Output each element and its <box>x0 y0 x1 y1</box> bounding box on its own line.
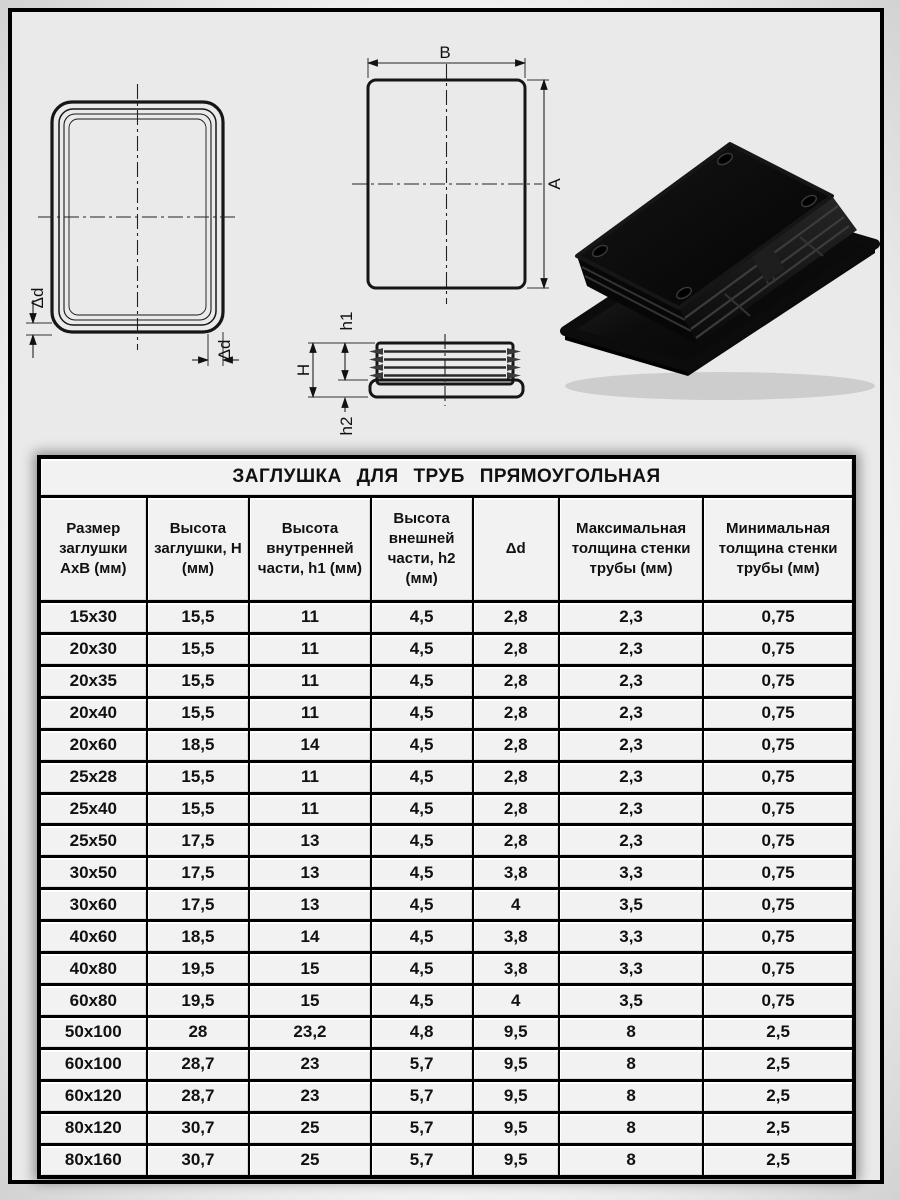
table-cell: 20х40 <box>39 697 147 729</box>
table-cell: 0,75 <box>703 953 854 985</box>
table-cell: 0,75 <box>703 602 854 634</box>
front-view <box>26 84 239 366</box>
table-row <box>39 602 854 634</box>
table-cell: 25 <box>249 1144 370 1177</box>
table-cell: 15 <box>249 953 370 985</box>
table-cell: 2,3 <box>559 793 703 825</box>
table-cell: 2,8 <box>473 793 559 825</box>
table-cell: 4,5 <box>371 793 473 825</box>
table-cell: 2,8 <box>473 729 559 761</box>
table-cell: 11 <box>249 761 370 793</box>
table-cell: 2,8 <box>473 697 559 729</box>
table-cell: 15,5 <box>147 633 250 665</box>
table-cell: 4 <box>473 985 559 1017</box>
table-cell: 30х50 <box>39 857 147 889</box>
col-header-outer-h2: Высота внешней части, h2 (мм) <box>371 497 473 602</box>
table-cell: 15,5 <box>147 793 250 825</box>
top-view-b-label: B <box>439 43 451 62</box>
table-row <box>39 921 854 953</box>
table-cell: 13 <box>249 889 370 921</box>
table-cell: 14 <box>249 729 370 761</box>
table-cell: 2,5 <box>703 1112 854 1144</box>
table-cell: 2,8 <box>473 761 559 793</box>
table-row <box>39 729 854 761</box>
table-cell: 15,5 <box>147 665 250 697</box>
table-cell: 9,5 <box>473 1048 559 1080</box>
table-cell: 4,5 <box>371 889 473 921</box>
table-cell: 0,75 <box>703 761 854 793</box>
front-view-delta-d-left-label: Δd <box>28 287 47 309</box>
table-cell: 4,5 <box>371 761 473 793</box>
table-cell: 19,5 <box>147 953 250 985</box>
table-cell: 80х160 <box>39 1144 147 1177</box>
table-cell: 18,5 <box>147 921 250 953</box>
table-cell: 2,3 <box>559 697 703 729</box>
table-cell: 3,5 <box>559 889 703 921</box>
table-cell: 2,5 <box>703 1016 854 1048</box>
table-cell: 2,5 <box>703 1048 854 1080</box>
table-cell: 0,75 <box>703 697 854 729</box>
table-cell: 13 <box>249 857 370 889</box>
table-cell: 5,7 <box>371 1144 473 1177</box>
table-row <box>39 1016 854 1048</box>
table-cell: 4,5 <box>371 825 473 857</box>
table-cell: 4,5 <box>371 985 473 1017</box>
table-cell: 11 <box>249 793 370 825</box>
table-cell: 0,75 <box>703 985 854 1017</box>
table-cell: 2,3 <box>559 602 703 634</box>
table-cell: 25х40 <box>39 793 147 825</box>
col-header-inner-h1: Высота внутренней части, h1 (мм) <box>249 497 370 602</box>
table-cell: 2,8 <box>473 825 559 857</box>
table-row <box>39 857 854 889</box>
table-cell: 9,5 <box>473 1112 559 1144</box>
table-cell: 60х120 <box>39 1080 147 1112</box>
table-cell: 3,3 <box>559 953 703 985</box>
table-cell: 2,5 <box>703 1144 854 1177</box>
table-cell: 23 <box>249 1080 370 1112</box>
table-cell: 80х120 <box>39 1112 147 1144</box>
table-cell: 28,7 <box>147 1048 250 1080</box>
table-cell: 11 <box>249 633 370 665</box>
table-cell: 2,3 <box>559 633 703 665</box>
table-cell: 15,5 <box>147 697 250 729</box>
col-header-size: Размер заглушки АхВ (мм) <box>39 497 147 602</box>
side-profile-view <box>294 312 523 436</box>
plug-shadow <box>565 372 875 400</box>
spec-sheet-page <box>8 8 884 1184</box>
table-cell: 4,5 <box>371 602 473 634</box>
spec-table <box>37 455 856 1179</box>
table-cell: 25х28 <box>39 761 147 793</box>
table-cell: 8 <box>559 1144 703 1177</box>
table-cell: 11 <box>249 602 370 634</box>
table-cell: 40х60 <box>39 921 147 953</box>
table-cell: 2,3 <box>559 825 703 857</box>
table-cell: 9,5 <box>473 1080 559 1112</box>
table-cell: 0,75 <box>703 921 854 953</box>
table-cell: 0,75 <box>703 889 854 921</box>
table-cell: 50х100 <box>39 1016 147 1048</box>
table-row <box>39 793 854 825</box>
table-cell: 18,5 <box>147 729 250 761</box>
table-cell: 3,3 <box>559 921 703 953</box>
table-cell: 4,5 <box>371 921 473 953</box>
col-header-delta-d: Δd <box>473 497 559 602</box>
table-row <box>39 1112 854 1144</box>
table-cell: 2,3 <box>559 729 703 761</box>
side-view-h-label: H <box>294 363 313 377</box>
table-cell: 2,8 <box>473 665 559 697</box>
table-cell: 15,5 <box>147 761 250 793</box>
table-cell: 2,5 <box>703 1080 854 1112</box>
table-cell: 4,5 <box>371 665 473 697</box>
table-cell: 40х80 <box>39 953 147 985</box>
table-cell: 15 <box>249 985 370 1017</box>
table-cell: 30х60 <box>39 889 147 921</box>
table-cell: 4,8 <box>371 1016 473 1048</box>
table-cell: 4,5 <box>371 953 473 985</box>
table-cell: 4,5 <box>371 633 473 665</box>
table-row <box>39 697 854 729</box>
table-cell: 2,8 <box>473 602 559 634</box>
table-cell: 19,5 <box>147 985 250 1017</box>
table-header-row <box>39 497 854 602</box>
table-cell: 25 <box>249 1112 370 1144</box>
table-cell: 23,2 <box>249 1016 370 1048</box>
table-cell: 30,7 <box>147 1112 250 1144</box>
table-cell: 4,5 <box>371 729 473 761</box>
table-cell: 0,75 <box>703 825 854 857</box>
table-row <box>39 985 854 1017</box>
spec-table-body <box>39 602 854 1178</box>
table-row <box>39 633 854 665</box>
front-view-delta-d-bottom-label: Δd <box>215 339 234 361</box>
table-row <box>39 953 854 985</box>
table-cell: 0,75 <box>703 729 854 761</box>
col-header-max-wall: Максимальная толщина стенки трубы (мм) <box>559 497 703 602</box>
col-header-min-wall: Минимальная толщина стенки трубы (мм) <box>703 497 854 602</box>
table-cell: 5,7 <box>371 1048 473 1080</box>
table-cell: 0,75 <box>703 857 854 889</box>
table-cell: 28,7 <box>147 1080 250 1112</box>
col-header-height-H: Высота заглушки, Н (мм) <box>147 497 250 602</box>
table-cell: 8 <box>559 1112 703 1144</box>
table-cell: 0,75 <box>703 665 854 697</box>
table-cell: 13 <box>249 825 370 857</box>
table-cell: 8 <box>559 1080 703 1112</box>
table-cell: 20х35 <box>39 665 147 697</box>
table-cell: 2,3 <box>559 665 703 697</box>
table-cell: 14 <box>249 921 370 953</box>
table-cell: 11 <box>249 665 370 697</box>
table-cell: 17,5 <box>147 889 250 921</box>
table-cell: 17,5 <box>147 825 250 857</box>
table-cell: 25х50 <box>39 825 147 857</box>
table-cell: 11 <box>249 697 370 729</box>
table-cell: 0,75 <box>703 793 854 825</box>
table-cell: 3,3 <box>559 857 703 889</box>
table-cell: 15,5 <box>147 602 250 634</box>
table-row <box>39 665 854 697</box>
table-title: ЗАГЛУШКА ДЛЯ ТРУБ ПРЯМОУГОЛЬНАЯ <box>39 457 854 497</box>
table-cell: 23 <box>249 1048 370 1080</box>
table-cell: 20х60 <box>39 729 147 761</box>
table-cell: 17,5 <box>147 857 250 889</box>
table-cell: 5,7 <box>371 1080 473 1112</box>
table-cell: 3,8 <box>473 953 559 985</box>
top-view <box>352 43 564 304</box>
top-view-a-label: A <box>545 178 564 190</box>
table-cell: 8 <box>559 1048 703 1080</box>
table-row <box>39 1144 854 1177</box>
table-row <box>39 825 854 857</box>
table-cell: 2,3 <box>559 761 703 793</box>
side-view-h2-label: h2 <box>337 416 356 436</box>
table-cell: 15х30 <box>39 602 147 634</box>
table-cell: 4,5 <box>371 697 473 729</box>
table-row <box>39 889 854 921</box>
table-cell: 60х100 <box>39 1048 147 1080</box>
table-cell: 20х30 <box>39 633 147 665</box>
table-row <box>39 1080 854 1112</box>
table-cell: 28 <box>147 1016 250 1048</box>
table-cell: 4,5 <box>371 857 473 889</box>
table-cell: 5,7 <box>371 1112 473 1144</box>
table-cell: 3,8 <box>473 857 559 889</box>
side-view-h1-label: h1 <box>337 311 356 331</box>
table-cell: 4 <box>473 889 559 921</box>
table-cell: 30,7 <box>147 1144 250 1177</box>
table-cell: 60х80 <box>39 985 147 1017</box>
table-cell: 3,8 <box>473 921 559 953</box>
table-cell: 9,5 <box>473 1144 559 1177</box>
table-row <box>39 761 854 793</box>
table-row <box>39 1048 854 1080</box>
table-cell: 8 <box>559 1016 703 1048</box>
spec-table-container <box>37 455 856 1179</box>
table-cell: 3,5 <box>559 985 703 1017</box>
table-cell: 0,75 <box>703 633 854 665</box>
table-cell: 2,8 <box>473 633 559 665</box>
plug-3d-render <box>545 104 885 419</box>
plug-3d-shape <box>565 144 875 400</box>
technical-drawings <box>12 12 880 455</box>
table-cell: 9,5 <box>473 1016 559 1048</box>
